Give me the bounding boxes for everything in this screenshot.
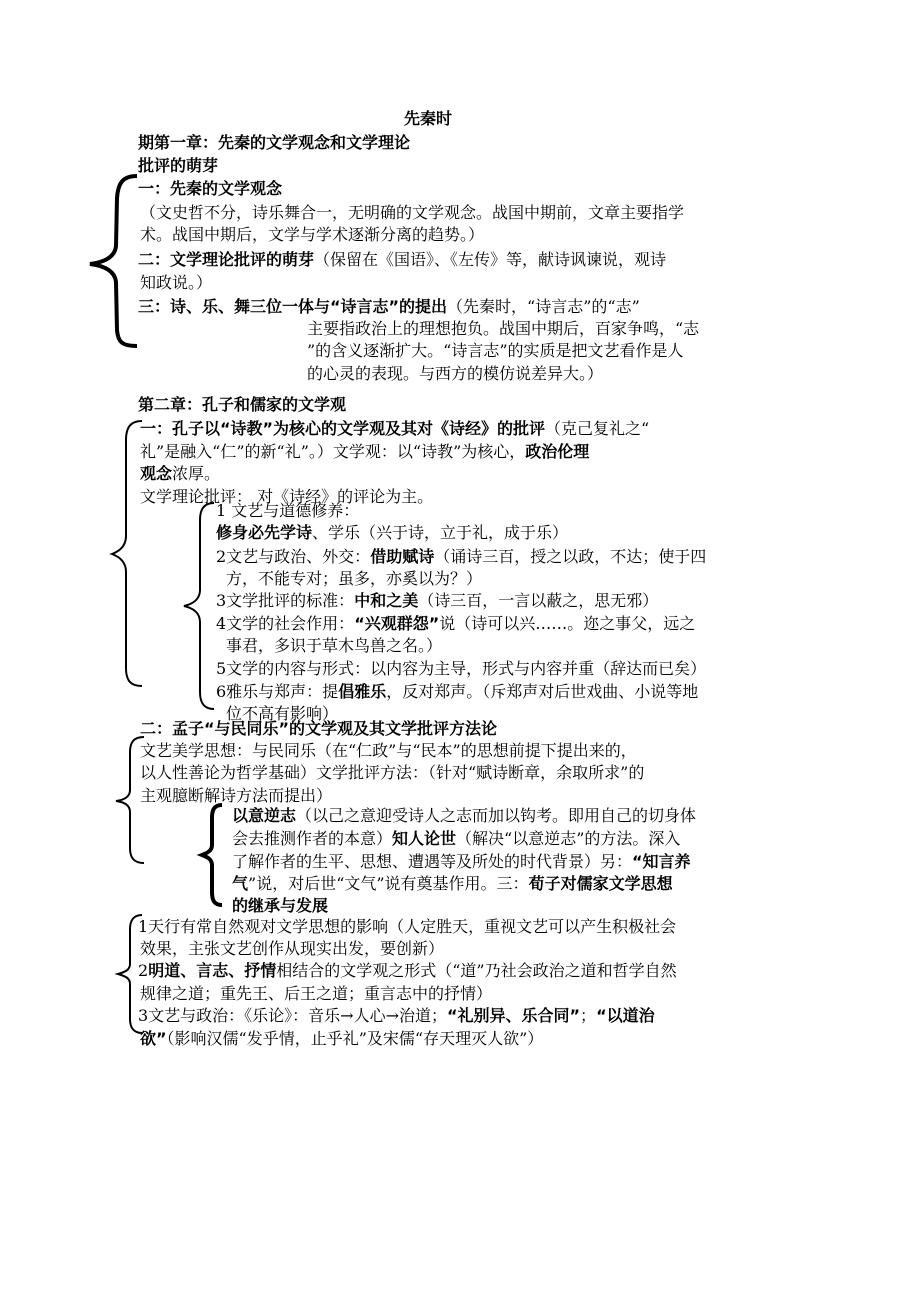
confucius-text: （克己复礼之“ — [545, 419, 650, 438]
item-6-text: ，反对郑声。（斥郑声对后世戏曲、小说等地 — [386, 682, 699, 701]
item-4-emphasis: “兴观群怨” — [354, 614, 440, 633]
confucius-text: 文学理论批评： 对《诗经》的评论为主。 — [140, 487, 434, 506]
section-3-text: ”的含义逐渐扩大。“诗言志”的实质是把文艺看作是人 — [307, 341, 684, 360]
section-3-title: 三：诗、乐、舞三位一体与“诗言志”的提出 — [138, 297, 448, 316]
method-brace — [198, 802, 228, 908]
confucius-title: 一：孔子以“诗教”为核心的文学观及其对《诗经》的批评 — [140, 419, 546, 438]
section-2-title: 二：文学理论批评的萌芽 — [138, 250, 315, 269]
method-emphasis: “知言养 — [632, 852, 691, 871]
method-line — [232, 873, 673, 895]
mencius-text: 主观臆断解诗方法而提出） — [140, 786, 333, 805]
section-2-line — [138, 249, 666, 271]
chapter-1-brace — [82, 172, 142, 352]
xunzi-text: ； — [580, 1006, 597, 1025]
item-6-emphasis: 倡雅乐 — [338, 682, 387, 701]
section-3-text: 主要指政治上的理想抱负。战国中期后，百家争鸣，“志 — [307, 319, 700, 338]
chapter-1-heading-cont: 批评的萌芽 — [138, 156, 219, 175]
xunzi-text: 2 — [138, 961, 149, 980]
xunzi-item-1: 1天行有常自然观对文学思想的影响（人定胜天，重视文艺可以产生积极社会 — [138, 917, 677, 936]
method-line — [232, 851, 691, 873]
xunzi-emphasis: “以道治 — [596, 1006, 655, 1025]
chapter-2-heading: 第二章：孔子和儒家的文学观 — [138, 395, 347, 414]
section-2-text: 知政说。） — [140, 273, 213, 292]
confucius-emphasis: 观念 — [140, 464, 173, 483]
item-4-text: 事君，多识于草木鸟兽之名。） — [226, 636, 443, 655]
xunzi-item-2 — [138, 960, 677, 982]
section-2-text: （保留在《国语》、《左传》等，献诗讽谏说，观诗 — [314, 250, 667, 269]
item-3-line — [216, 590, 658, 612]
confucius-emphasis: 政治伦理 — [525, 442, 590, 461]
confucius-line — [140, 441, 589, 463]
item-2-line — [216, 546, 706, 568]
item-1-emphasis: 修身必先学诗 — [216, 523, 313, 542]
method-text: （解决“以意逆志”的方法。深入 — [456, 829, 681, 848]
section-3-line — [138, 296, 640, 318]
item-2-text: 方，不能专对；虽多，亦奚以为？） — [226, 569, 483, 588]
item-3-text: （诗三百，一言以蔽之，思无邪） — [418, 591, 659, 610]
xunzi-item-3 — [140, 1028, 543, 1050]
section-1-title: 一：先秦的文学观念 — [138, 179, 283, 198]
item-1-line — [216, 522, 568, 544]
method-text: （以己之意迎受诗人之志而加以钩考。即用自己的切身体 — [296, 806, 697, 825]
item-5-text: 5文学的内容与形式：以内容为主导，形式与内容并重（辞达而已矣） — [216, 659, 707, 678]
item-6-line — [216, 681, 698, 703]
xunzi-title-line — [232, 895, 328, 917]
xunzi-text: （影响汉儒“发乎情，止乎礼”及宋儒“存天理灭人欲”） — [166, 1029, 544, 1048]
mencius-title: 二：孟子“与民同乐”的文学观及其文学批评方法论 — [140, 719, 498, 738]
xunzi-item-1: 效果，主张文艺创作从现实出发，要创新） — [140, 939, 445, 958]
item-3-text: 3文学批评的标准： — [216, 591, 355, 610]
item-2-text: 2文艺与政治、外交： — [216, 547, 371, 566]
method-text: 了解作者的生平、思想、遭遇等及所处的时代背景）另： — [232, 852, 633, 871]
confucius-line — [140, 418, 649, 440]
item-2-emphasis: 借助赋诗 — [370, 547, 435, 566]
confucius-text: 浓厚。 — [172, 464, 221, 483]
section-3-text: 的心灵的表现。与西方的模仿说差异大。） — [307, 364, 604, 383]
item-4-text: 4文学的社会作用： — [216, 614, 355, 633]
item-1-text: 、学乐（兴于诗，立于礼，成于乐） — [312, 523, 569, 542]
confucius-line — [140, 463, 220, 485]
method-text: ”说，对后世“文气”说有奠基作用。三： — [248, 874, 529, 893]
confucius-text: 礼”是融入“仁”的新“礼”。）文学观：以“诗教”为核心， — [140, 442, 526, 461]
item-4-line — [216, 613, 695, 635]
method-line — [232, 828, 680, 850]
method-text: 会去推测作者的本意） — [232, 829, 393, 848]
mencius-text: 文艺美学思想：与民同乐（在“仁政”与“民本”的思想前提下提出来的， — [140, 741, 637, 760]
item-1-title: 1 文艺与道德修养： — [216, 501, 360, 520]
item-4-text: 说（诗可以兴……。迩之事父，远之 — [439, 614, 696, 633]
mencius-text: 以人性善论为哲学基础）文学批评方法：（针对“赋诗断章，余取所求”的 — [140, 763, 645, 782]
item-6-text: 位不高有影响） — [226, 704, 339, 723]
section-3-text: （先秦时，“诗言志”的“志” — [447, 297, 640, 316]
item-2-text: （诵诗三百，授之以政，不达；使于四 — [434, 547, 707, 566]
page-title: 先秦时 — [404, 109, 453, 128]
method-emphasis: 以意逆志 — [232, 806, 297, 825]
chapter-1-heading: 期第一章：先秦的文学观念和文学理论 — [138, 133, 411, 152]
xunzi-emphasis: “礼别异、乐合同” — [447, 1006, 581, 1025]
section-1-text: 术。战国中期后，文学与学术逐渐分离的趋势。） — [140, 225, 485, 244]
xunzi-text: 3文艺与政治：《乐论》：音乐→人心→治道； — [138, 1006, 447, 1025]
xunzi-emphasis: 明道、言志、抒情 — [148, 961, 277, 980]
item-6-text: 6雅乐与郑声：提 — [216, 682, 339, 701]
method-emphasis: 知人论世 — [392, 829, 457, 848]
item-3-emphasis: 中和之美 — [354, 591, 419, 610]
xunzi-item-2: 规律之道；重先王、后王之道；重言志中的抒情） — [140, 984, 493, 1003]
section-1-text: （文史哲不分，诗乐舞合一，无明确的文学观念。战国中期前，文章主要指学 — [140, 203, 685, 222]
method-emphasis: 气 — [232, 874, 249, 893]
xunzi-text: 相结合的文学观之形式（“道”乃社会政治之道和哲学自然 — [276, 961, 677, 980]
xunzi-item-3 — [138, 1005, 655, 1027]
confucius-items-brace — [180, 500, 220, 712]
xunzi-title: 荀子对儒家文学思想 — [528, 874, 673, 893]
xunzi-emphasis: 欲” — [140, 1029, 167, 1048]
method-line — [232, 805, 696, 827]
xunzi-title: 的继承与发展 — [232, 896, 329, 915]
